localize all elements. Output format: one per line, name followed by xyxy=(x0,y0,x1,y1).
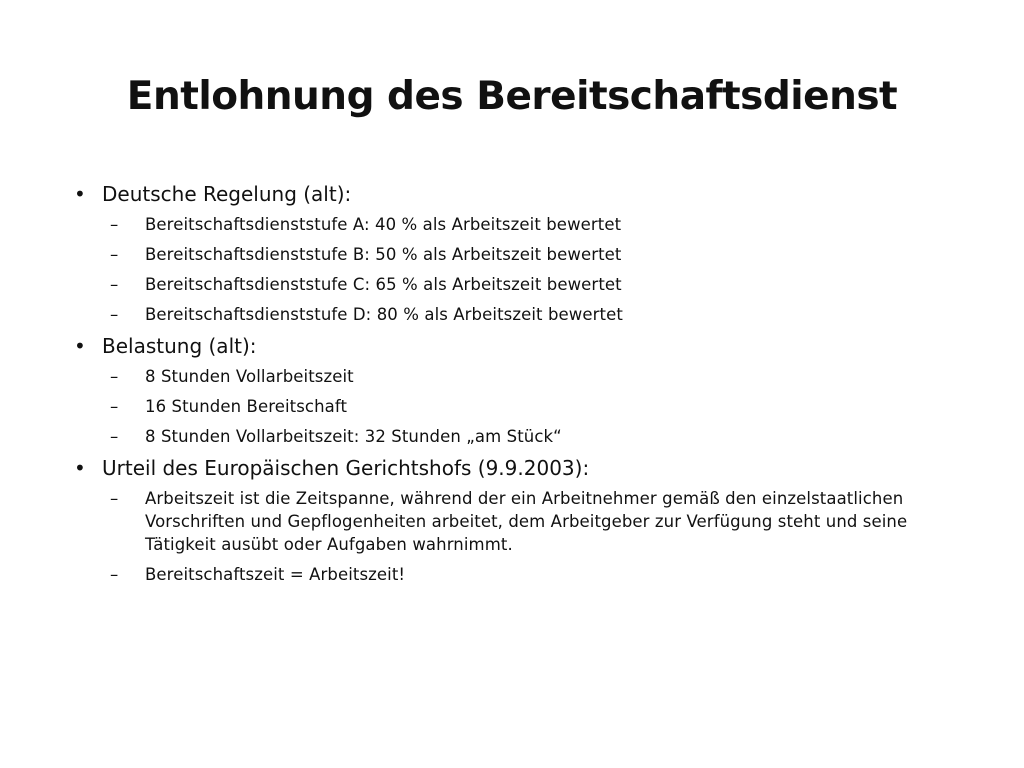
bullet-belastung xyxy=(70,330,970,362)
dash-icon: – xyxy=(110,245,119,264)
subitem-text: Bereitschaftszeit = Arbeitszeit! xyxy=(145,565,406,584)
subitem xyxy=(70,484,970,560)
subitem xyxy=(70,300,970,330)
dash-icon: – xyxy=(110,565,119,584)
subitem-text: 16 Stunden Bereitschaft xyxy=(145,397,348,416)
subitem-text: 8 Stunden Vollarbeitszeit xyxy=(145,367,354,386)
bullet-icon: • xyxy=(74,334,86,358)
dash-icon: – xyxy=(110,397,119,416)
subitem-text: 8 Stunden Vollarbeitszeit: 32 Stunden „am Stück“ xyxy=(145,427,562,446)
subitem-text: Bereitschaftsdienststufe A: 40 % als Arbeitszeit bewertet xyxy=(145,215,622,234)
subitem xyxy=(70,392,970,422)
subitem-text: Arbeitszeit ist die Zeitspanne, während der ein Arbeitnehmer gemäß den einzelstaatlichen Vorschriften und Gepflogenheiten arbeitet, dem Arbeitgeber zur Verfügung steht und seine Tätigkeit ausübt oder Aufgaben wahrnimmt. xyxy=(145,489,908,554)
dash-icon: – xyxy=(110,275,119,294)
dash-icon: – xyxy=(110,367,119,386)
subitem xyxy=(70,422,970,452)
slide-content xyxy=(70,178,970,590)
bullet-text: Belastung (alt): xyxy=(102,334,257,358)
bullet-deutsche-regelung xyxy=(70,178,970,210)
bullet-icon: • xyxy=(74,456,86,480)
subitem xyxy=(70,210,970,240)
dash-icon: – xyxy=(110,305,119,324)
dash-icon: – xyxy=(110,215,119,234)
bullet-icon: • xyxy=(74,182,86,206)
dash-icon: – xyxy=(110,427,119,446)
bullet-urteil-eugh xyxy=(70,452,970,484)
subitem-text: Bereitschaftsdienststufe B: 50 % als Arbeitszeit bewertet xyxy=(145,245,622,264)
bullet-text: Urteil des Europäischen Gerichtshofs (9.9.2003): xyxy=(102,456,590,480)
sublist-urteil-eugh xyxy=(70,484,970,590)
subitem xyxy=(70,270,970,300)
dash-icon: – xyxy=(110,489,119,508)
sublist-deutsche-regelung xyxy=(70,210,970,330)
bullet-text: Deutsche Regelung (alt): xyxy=(102,182,352,206)
subitem xyxy=(70,240,970,270)
sublist-belastung xyxy=(70,362,970,452)
slide-title: Entlohnung des Bereitschaftsdienst xyxy=(126,74,898,119)
subitem xyxy=(70,362,970,392)
subitem-text: Bereitschaftsdienststufe D: 80 % als Arbeitszeit bewertet xyxy=(145,305,623,324)
subitem xyxy=(70,560,970,590)
subitem-text: Bereitschaftsdienststufe C: 65 % als Arbeitszeit bewertet xyxy=(145,275,622,294)
